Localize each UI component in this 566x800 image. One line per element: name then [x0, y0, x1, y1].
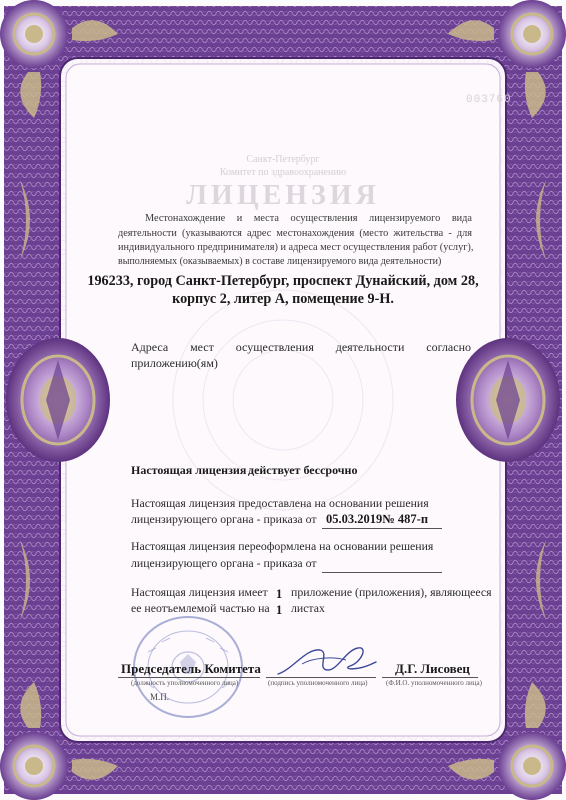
- address-line-1: 196233, город Санкт-Петербург, проспект Дунайский, дом 28,: [87, 273, 479, 289]
- location-intro-line-2: деятельности (указываются адрес местонахождения (место жительства - для: [118, 228, 472, 239]
- reissued-line-1: Настоящая лицензия переоформлена на основании решения: [131, 539, 434, 553]
- activity-places-line-1: Адреса мест осуществления деятельности согласно: [131, 340, 471, 354]
- authority-line-1: Санкт-Петербург: [246, 154, 320, 165]
- reissued-line-2: лицензирующего органа - приказа от: [131, 556, 317, 570]
- signature-caption: (подпись уполномоченного лица): [268, 679, 368, 687]
- location-intro-line-4: выполняемых (оказываемых) в составе лицензируемого вида деятельности): [118, 256, 442, 267]
- granted-line-2: лицензирующего органа - приказа от: [131, 512, 317, 526]
- document-title: ЛИЦЕНЗИЯ: [186, 180, 380, 211]
- validity-value: действует бессрочно: [248, 463, 358, 477]
- granted-order: 05.03.2019№ 487-п: [326, 512, 429, 526]
- appendix-text-2: листах: [291, 601, 325, 615]
- location-intro-line-1: Местонахождение и места осуществления лицензируемого вида: [145, 213, 472, 224]
- position-caption: (должность уполномоченного лица): [131, 679, 239, 687]
- seal-place-mark: М.П.: [150, 692, 170, 702]
- signatory-position: Председатель Комитета: [121, 661, 261, 676]
- granted-line-1: Настоящая лицензия предоставлена на основании решения: [131, 496, 429, 510]
- appendix-text-1: приложение (приложения), являющееся: [291, 585, 492, 599]
- validity-prefix: Настоящая лицензия: [131, 463, 247, 477]
- appendix-line-1: Настоящая лицензия имеет: [131, 585, 268, 599]
- appendix-line-2: ее неотъемлемой частью на: [131, 601, 270, 615]
- authority-line-2: Комитет по здравоохранению: [219, 167, 347, 178]
- signatory-name: Д.Г. Лисовец: [395, 661, 470, 676]
- serial-number: 003760: [466, 94, 512, 106]
- activity-places-line-2: приложению(ям): [131, 356, 218, 370]
- location-intro-line-3: индивидуального предпринимателя) и адреса мест осуществления работ (услуг),: [118, 242, 474, 253]
- name-caption: (Ф.И.О. уполномоченного лица): [386, 679, 482, 687]
- appendix-count: 1: [276, 587, 283, 601]
- address-line-2: корпус 2, литер А, помещение 9-Н.: [172, 291, 394, 307]
- appendix-sheets: 1: [276, 603, 283, 617]
